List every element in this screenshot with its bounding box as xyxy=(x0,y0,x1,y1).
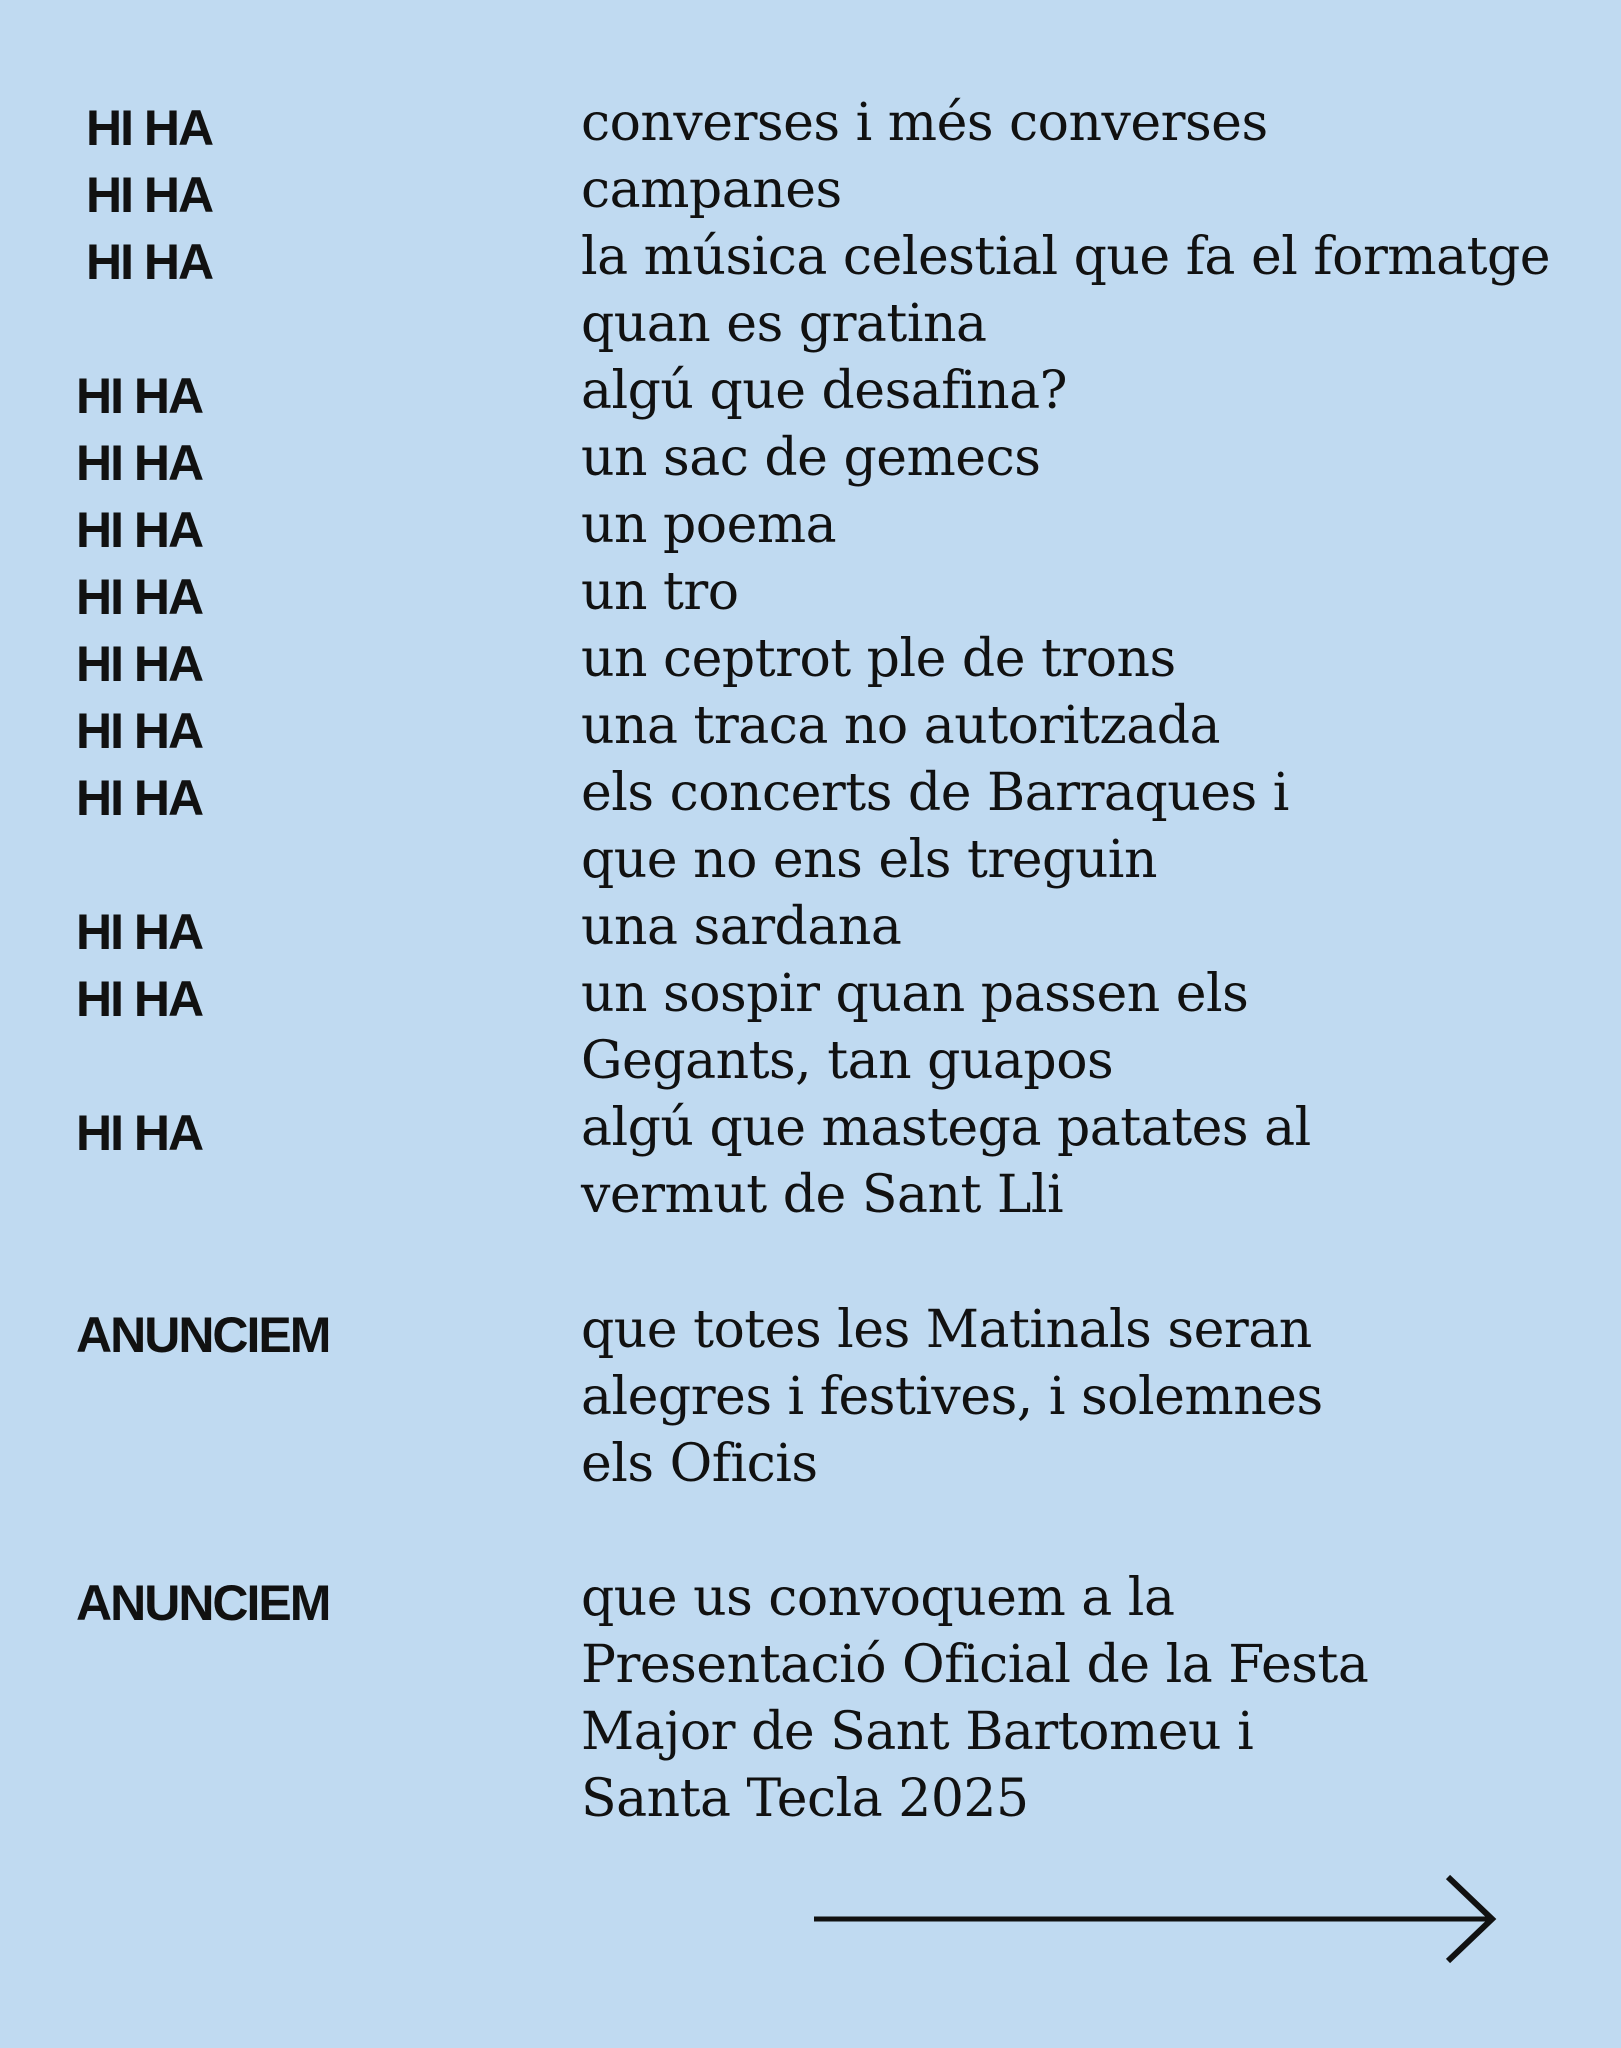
entry-keyword: HI HA xyxy=(76,435,203,491)
entry-text xyxy=(581,693,1220,760)
entry-line: que totes les Matinals seran xyxy=(581,1300,1312,1360)
entry-text xyxy=(581,626,1176,693)
entry-line: un poema xyxy=(581,495,837,555)
entry-line: un ceptrot ple de trons xyxy=(581,629,1176,689)
entry-line: que us convoquem a la xyxy=(581,1568,1175,1628)
entry-text xyxy=(581,1565,1368,1833)
entry-line: vermut de Sant Lli xyxy=(581,1165,1064,1225)
entry-keyword: HI HA xyxy=(76,569,203,625)
entry-line: un tro xyxy=(581,562,739,622)
entry-keyword: HI HA xyxy=(76,636,203,692)
entry-line: Santa Tecla 2025 xyxy=(581,1769,1029,1829)
entry-line: algú que desafina? xyxy=(581,361,1068,421)
entry-line: la música celestial que fa el formatge xyxy=(581,227,1551,287)
entry-text xyxy=(581,559,739,626)
entry-line: Presentació Oficial de la Festa xyxy=(581,1635,1369,1695)
entry-keyword: HI HA xyxy=(76,502,203,558)
entry-line: Gegants, tan guapos xyxy=(581,1031,1114,1091)
entry-line: que no ens els treguin xyxy=(581,830,1157,890)
entry-keyword: ANUNCIEM xyxy=(76,1575,330,1631)
entry-text xyxy=(581,492,836,559)
entry-line: els concerts de Barraques i xyxy=(581,763,1289,823)
entry-keyword: HI HA xyxy=(76,971,203,1027)
entry-keyword: HI HA xyxy=(76,368,203,424)
entry-line: quan es gratina xyxy=(581,294,987,354)
entry-line: alegres i festives, i solemnes xyxy=(581,1367,1323,1427)
entry-text xyxy=(581,894,901,961)
entry-keyword: HI HA xyxy=(76,703,203,759)
entry-keyword: HI HA xyxy=(86,167,213,223)
entry-text xyxy=(581,224,1550,358)
entry-keyword: HI HA xyxy=(76,770,203,826)
entry-text xyxy=(581,1297,1323,1498)
entry-line: una traca no autoritzada xyxy=(581,696,1221,756)
entry-line: algú que mastega patates al xyxy=(581,1098,1311,1158)
entry-text xyxy=(581,760,1289,894)
entry-keyword: HI HA xyxy=(86,234,213,290)
entry-keyword: HI HA xyxy=(86,100,213,156)
entry-line: un sac de gemecs xyxy=(581,428,1041,488)
entry-text xyxy=(581,961,1248,1095)
entry-text xyxy=(581,90,1268,157)
entry-line: una sardana xyxy=(581,897,902,957)
entry-line: els Oficis xyxy=(581,1434,818,1494)
arrow-right-icon[interactable] xyxy=(812,1872,1498,1971)
entry-keyword: ANUNCIEM xyxy=(76,1307,330,1363)
entry-text xyxy=(581,157,842,224)
entry-line: Major de Sant Bartomeu i xyxy=(581,1702,1254,1762)
entry-text xyxy=(581,358,1067,425)
entry-text xyxy=(581,425,1040,492)
entry-keyword: HI HA xyxy=(76,1105,203,1161)
entry-line: converses i més converses xyxy=(581,93,1268,153)
entry-line: campanes xyxy=(581,160,842,220)
entry-text xyxy=(581,1095,1311,1229)
entry-line: un sospir quan passen els xyxy=(581,964,1249,1024)
entry-keyword: HI HA xyxy=(76,904,203,960)
